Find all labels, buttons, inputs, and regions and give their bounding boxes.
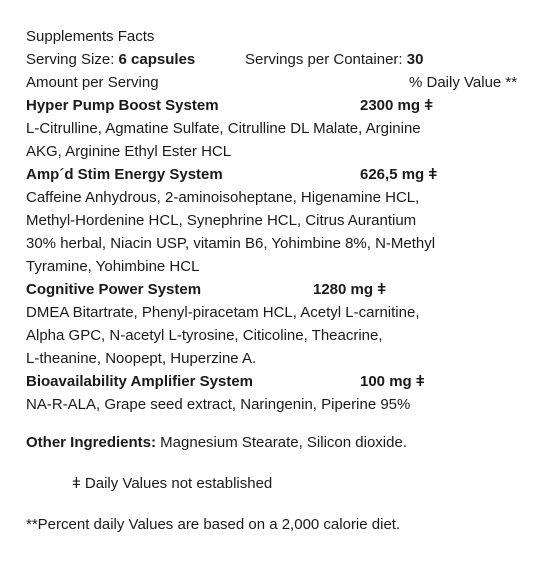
other-ingredients-value: Magnesium Stearate, Silicon dioxide. <box>156 434 407 451</box>
section-heading <box>26 94 538 117</box>
servings-per-container-value: 30 <box>406 51 424 68</box>
other-ingredients <box>26 431 538 454</box>
daily-value-label: % Daily Value ** <box>409 74 518 91</box>
section-heading <box>26 163 538 186</box>
facts-title: Supplements Facts <box>26 28 155 45</box>
amount-header-row <box>26 71 538 94</box>
serving-size-label: Serving Size: <box>26 51 119 68</box>
daily-values-footnote: ǂ Daily Values not established <box>72 475 273 492</box>
amount-per-serving-label: Amount per Serving <box>26 74 159 91</box>
servings-per-container <box>245 48 423 71</box>
ingredient-line: AKG, Arginine Ethyl Ester HCL <box>26 143 232 160</box>
section-name: Hyper Pump Boost System <box>26 97 219 114</box>
servings-per-container-label: Servings per Container: <box>245 51 407 68</box>
ingredient-line: 30% herbal, Niacin USP, vitamin B6, Yohimbine 8%, N-Methyl <box>26 235 436 252</box>
section-amount: 100 mg ǂ <box>360 373 425 390</box>
other-ingredients-label: Other Ingredients: <box>26 434 157 451</box>
section-heading <box>26 278 538 301</box>
section-amount: 626,5 mg ǂ <box>360 166 438 183</box>
percent-daily-values-footnote: **Percent daily Values are based on a 2,000 calorie diet. <box>26 516 401 533</box>
section-name: Amp´d Stim Energy System <box>26 166 223 183</box>
section-name: Cognitive Power System <box>26 281 202 298</box>
section-amount: 1280 mg ǂ <box>313 281 386 298</box>
ingredient-line: L-theanine, Noopept, Huperzine A. <box>26 350 257 367</box>
ingredient-line: L-Citrulline, Agmatine Sulfate, Citrulline DL Malate, Arginine <box>26 120 421 137</box>
ingredient-line: Alpha GPC, N-acetyl L-tyrosine, Citicoline, Theacrine, <box>26 327 383 344</box>
ingredient-line: Caffeine Anhydrous, 2-aminoisoheptane, Higenamine HCL, <box>26 189 420 206</box>
serving-info-row <box>26 48 538 71</box>
section-name: Bioavailability Amplifier System <box>26 373 254 390</box>
ingredient-line: NA-R-ALA, Grape seed extract, Naringenin, Piperine 95% <box>26 396 411 413</box>
section-amount: 2300 mg ǂ <box>360 97 433 114</box>
serving-size-value: 6 capsules <box>118 51 196 68</box>
section-heading <box>26 370 538 393</box>
ingredient-line: Tyramine, Yohimbine HCL <box>26 258 200 275</box>
ingredient-line: Methyl-Hordenine HCL, Synephrine HCL, Citrus Aurantium <box>26 212 417 229</box>
ingredient-line: DMEA Bitartrate, Phenyl-piracetam HCL, Acetyl L-carnitine, <box>26 304 420 321</box>
